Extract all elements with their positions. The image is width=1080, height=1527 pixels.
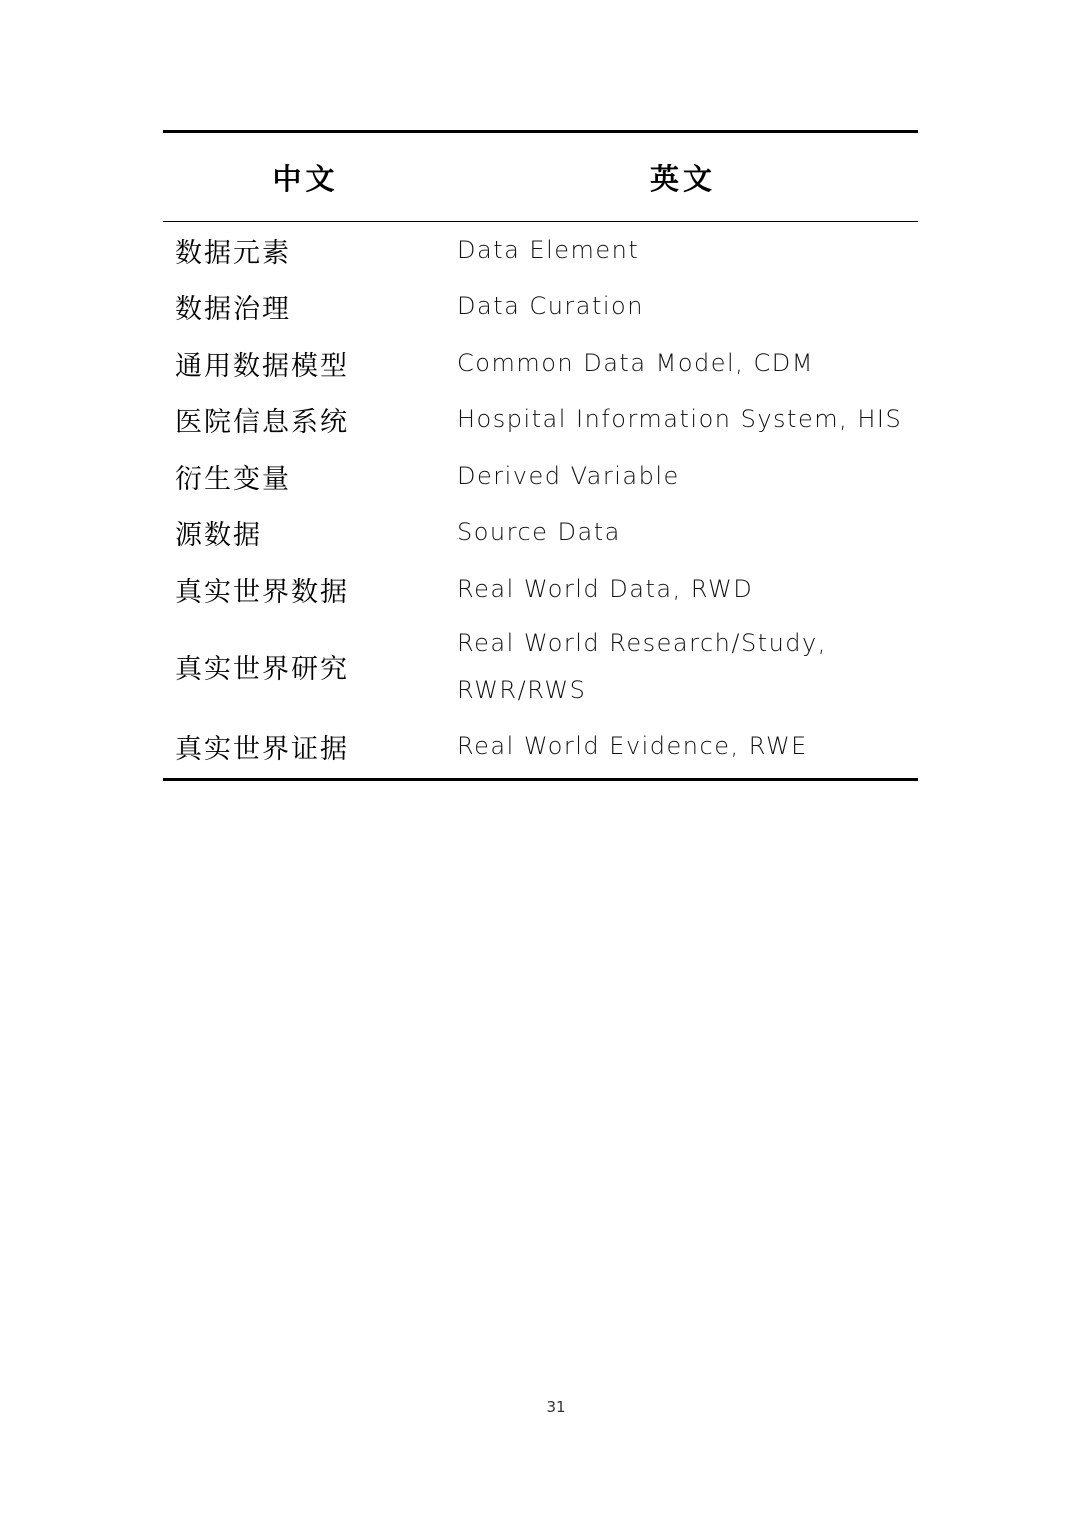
table-row [163,392,918,449]
term-chinese: 数据治理 [175,294,291,326]
table-row [163,716,918,778]
term-english: Real World Data, RWD [457,574,754,603]
table-header [163,133,918,222]
table-row [163,505,918,562]
term-chinese: 真实世界数据 [175,576,349,608]
term-chinese: 真实世界研究 [175,654,349,685]
term-english: Real World Evidence, RWE [457,732,808,760]
term-chinese: 源数据 [175,520,262,552]
page-number: 31 [546,1398,566,1416]
term-english: Data Element [457,235,640,264]
table-row [163,222,918,279]
header-english: 英文 [649,161,716,196]
term-chinese: 通用数据模型 [175,350,349,382]
term-english: Derived Variable [457,461,680,490]
header-chinese: 中文 [272,161,339,196]
term-english: Data Curation [457,292,644,321]
table-row [163,561,918,618]
table-row [163,448,918,505]
term-chinese: 医院信息系统 [175,407,349,439]
table-bottom-rule [163,778,918,781]
term-chinese: 衍生变量 [175,463,291,495]
term-english: Real World Research/Study, RWR/RWS [457,628,827,704]
table-row [163,335,918,392]
term-chinese: 真实世界证据 [175,734,349,765]
table-row [163,618,918,716]
glossary-table [163,130,918,781]
term-chinese: 数据元素 [175,237,291,269]
term-english: Hospital Information System, HIS [457,405,903,434]
term-english: Source Data [457,518,621,547]
table-row [163,279,918,336]
term-english: Common Data Model, CDM [457,348,814,377]
